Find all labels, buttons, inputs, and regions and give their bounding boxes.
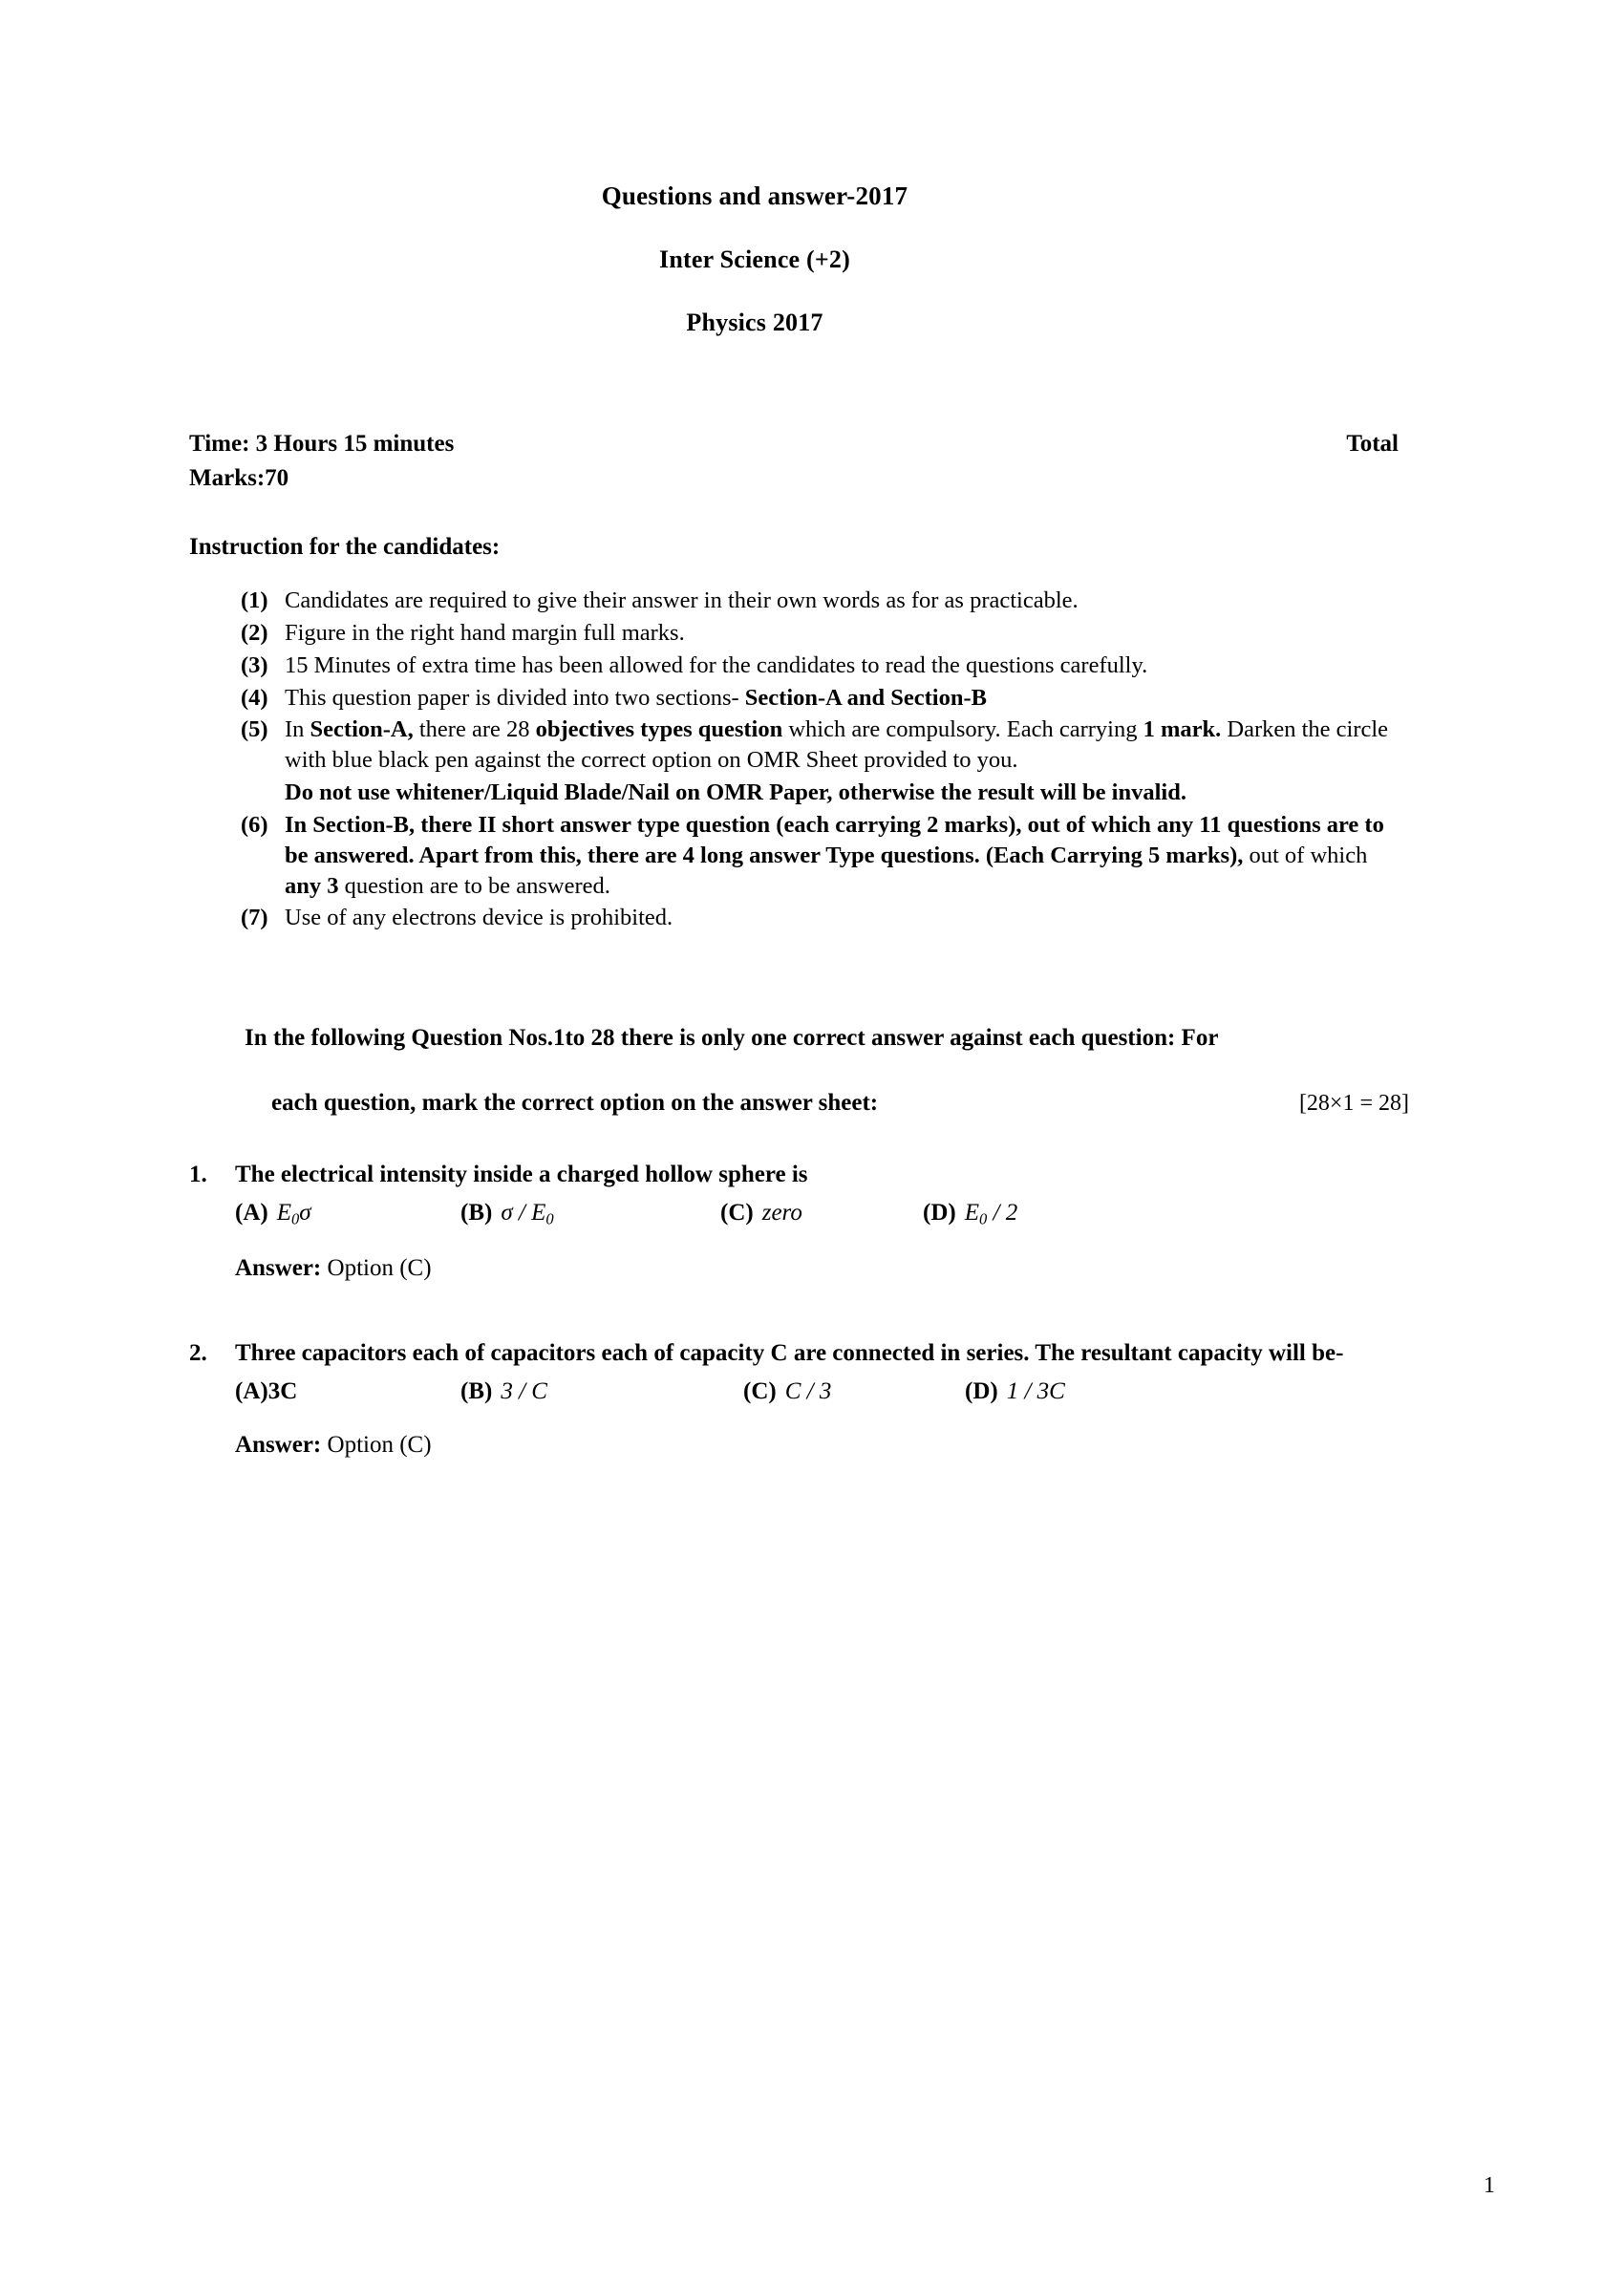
question-heading xyxy=(189,1337,1409,1370)
option-value: σ / $E_0$ xyxy=(501,1199,554,1228)
instruction-number: (2) xyxy=(241,619,268,646)
instruction-number: (5) xyxy=(241,716,268,743)
question-1 xyxy=(189,1159,1409,1283)
instruction-number: (7) xyxy=(241,905,268,931)
instruction-number: (1) xyxy=(241,587,268,613)
option-c[interactable] xyxy=(720,1200,923,1227)
option-label: (A) xyxy=(235,1378,268,1405)
instruction-item xyxy=(241,651,1409,681)
instruction-heading: Instruction for the candidates: xyxy=(189,534,501,560)
total-label: Total xyxy=(1346,431,1399,457)
question-text: The electrical intensity inside a charged hollow sphere is xyxy=(235,1161,808,1187)
option-label: (D) xyxy=(923,1199,956,1226)
instruction-number: (6) xyxy=(241,811,268,838)
option-b[interactable] xyxy=(460,1378,743,1405)
option-label: (B) xyxy=(460,1378,493,1405)
instruction-text: In Section-B, there II short answer type question (each carrying 2 marks), out of which any 11 questions are to be answered. Apart from this, there are 4 long answer Type questions. (Each Carrying 5 marks), out of which any 3 question are to be answered. xyxy=(285,811,1384,899)
option-value: C / 3 xyxy=(784,1378,832,1405)
instruction-text: In Section-A, there are 28 objectives types question which are compulsory. Each carrying 1 mark. Darken the circle with blue black pen against the correct option on OMR Sheet provided to you. xyxy=(285,716,1389,774)
exam-meta-row xyxy=(0,431,1624,458)
instruction-item xyxy=(241,903,1409,933)
option-label: (C) xyxy=(743,1378,777,1405)
question-options xyxy=(189,1200,1409,1229)
answer-line xyxy=(189,1432,1409,1459)
instruction-item xyxy=(241,810,1409,902)
page-title: Questions and answer-2017 xyxy=(601,181,908,210)
question-options xyxy=(189,1378,1409,1405)
section-intro-marks-row xyxy=(0,1090,1624,1117)
option-value: 3C xyxy=(267,1378,298,1405)
question-number: 2. xyxy=(189,1340,207,1367)
question-text: Three capacitors each of capacitors each of capacity C are connected in series. The resultant capacity will be- xyxy=(235,1340,1344,1367)
instruction-number: (3) xyxy=(241,651,268,678)
option-label: (B) xyxy=(460,1199,493,1226)
instruction-item xyxy=(241,683,1409,714)
exam-time: Time: 3 Hours 15 minutes xyxy=(189,431,455,457)
option-a[interactable] xyxy=(235,1378,460,1405)
answer-value: Option (C) xyxy=(327,1432,432,1459)
title-block xyxy=(0,181,1624,337)
option-value: $E_0 / 2$ xyxy=(964,1199,1018,1228)
document-page xyxy=(0,181,1624,2283)
option-value: zero xyxy=(761,1199,802,1226)
answer-label: Answer: xyxy=(235,1432,322,1459)
question-list xyxy=(0,1159,1624,1460)
option-value: $E_0\sigma$ xyxy=(276,1199,311,1228)
page-number: 1 xyxy=(1484,2173,1495,2198)
section-intro-paragraph: In the following Question Nos.1to 28 there is only one correct answer against each question: For xyxy=(245,1025,1219,1052)
option-label: (D) xyxy=(965,1378,998,1405)
question-2 xyxy=(189,1337,1409,1459)
instruction-text: Candidates are required to give their answer in their own words as for as practicable. xyxy=(285,587,1079,613)
instruction-number: (4) xyxy=(241,684,268,711)
section-marks-notation: [28×1 = 28] xyxy=(1298,1090,1409,1116)
option-c[interactable] xyxy=(743,1378,965,1405)
option-d[interactable] xyxy=(923,1200,1017,1229)
option-a[interactable] xyxy=(235,1200,460,1229)
instruction-item xyxy=(241,586,1409,616)
subtitle-course: Inter Science (+2) xyxy=(659,245,850,273)
option-value: 1 / 3C xyxy=(1006,1378,1065,1405)
instruction-item xyxy=(241,618,1409,649)
question-number: 1. xyxy=(189,1161,207,1187)
instruction-text: Figure in the right hand margin full marks. xyxy=(285,619,685,646)
question-heading xyxy=(189,1159,1409,1191)
total-marks: Marks:70 xyxy=(189,465,289,491)
answer-label: Answer: xyxy=(235,1255,322,1282)
instruction-text: This question paper is divided into two sections- Section-A and Section-B xyxy=(285,684,987,711)
option-value: 3 / C xyxy=(501,1378,547,1405)
section-intro-lead: each question, mark the correct option on the answer sheet: xyxy=(271,1089,879,1116)
instruction-text: Use of any electrons device is prohibited. xyxy=(285,905,673,931)
answer-line xyxy=(189,1255,1409,1282)
answer-value: Option (C) xyxy=(327,1255,432,1282)
instruction-item xyxy=(241,715,1409,776)
omr-warning-note: Do not use whitener/Liquid Blade/Nail on OMR Paper, otherwise the result will be invalid. xyxy=(285,779,1186,806)
subtitle-subject: Physics 2017 xyxy=(686,309,823,336)
option-label: (A) xyxy=(235,1199,268,1226)
option-b[interactable] xyxy=(460,1200,720,1229)
option-label: (C) xyxy=(720,1199,754,1226)
instruction-text: 15 Minutes of extra time has been allowed for the candidates to read the questions carefully. xyxy=(285,651,1148,678)
instruction-list xyxy=(0,586,1624,933)
option-d[interactable] xyxy=(965,1378,1065,1405)
